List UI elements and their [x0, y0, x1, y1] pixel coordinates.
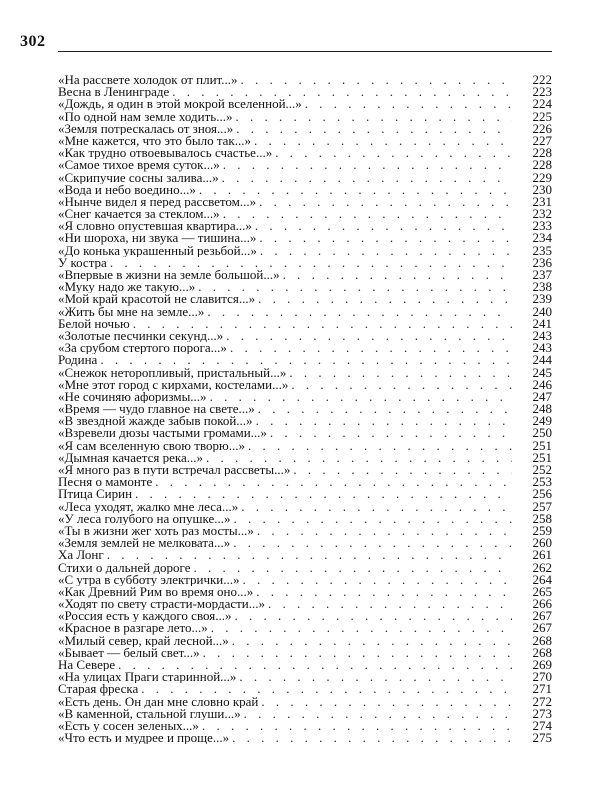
toc-entry [58, 159, 552, 171]
dot-leader [254, 135, 512, 147]
toc-entry-page: 243 [532, 329, 552, 343]
dot-leader [291, 379, 512, 391]
toc-entry [58, 586, 552, 598]
toc-entry-title: «Как трудно отвоевывалось счастье...» [58, 147, 275, 159]
toc-entry [58, 172, 552, 184]
toc-entry [58, 683, 552, 695]
toc-entry-title: «Мне кажется, что это было так...» [58, 135, 254, 147]
toc-entry-page: 245 [532, 366, 552, 379]
toc-entry-title: Песня о мамонте [58, 476, 155, 488]
toc-entry-page: 227 [532, 134, 552, 148]
toc-entry-title: «Ты в жизни жег хоть раз мосты...» [58, 525, 257, 537]
toc-entry-page: 275 [532, 732, 552, 745]
toc-entry-title: «Самое тихое время суток...» [58, 159, 223, 171]
toc-entry-page: 268 [532, 634, 552, 647]
toc-entry [58, 135, 552, 147]
toc-entry-page: 274 [532, 719, 552, 733]
dot-leader [261, 696, 512, 708]
toc-entry [58, 123, 552, 135]
toc-entry-title: «По одной нам земле ходить...» [58, 111, 235, 123]
toc-entry-page: 235 [532, 244, 552, 257]
toc-entry [58, 330, 552, 342]
toc-entry [58, 440, 552, 452]
toc-entry-page: 243 [532, 342, 552, 355]
toc-entry [58, 452, 552, 464]
dot-leader [268, 598, 512, 610]
toc-entry [58, 537, 552, 549]
toc-entry [58, 549, 552, 561]
toc-entry [58, 720, 552, 732]
dot-leader [283, 269, 512, 281]
toc-entry-page: 253 [532, 476, 552, 489]
toc-entry-page: 257 [532, 500, 552, 513]
dot-leader [248, 440, 512, 452]
toc-entry [58, 403, 552, 415]
toc-entry-page: 225 [532, 110, 552, 123]
toc-entry-title: «Ходят по свету страсти-мордасти...» [58, 598, 268, 610]
toc-entry-title: «В каменной, стальной глуши...» [58, 708, 244, 720]
toc-entry-title: «За срубом стертого порога...» [58, 342, 230, 354]
toc-entry-title: «Снег качается за стеклом...» [58, 208, 223, 220]
toc-entry-page: 239 [532, 293, 552, 306]
toc-entry-page: 233 [532, 220, 552, 233]
toc-entry-title: «Жить бы мне на земле...» [58, 306, 207, 318]
toc-entry [58, 610, 552, 622]
toc-entry [58, 562, 552, 574]
toc-entry-title: «На улицах Праги старинной...» [58, 671, 239, 683]
toc-entry-page: 273 [532, 707, 552, 720]
dot-leader [223, 208, 512, 220]
toc-entry [58, 245, 552, 257]
dot-leader [172, 86, 512, 98]
toc-entry-page: 244 [532, 354, 552, 367]
toc-entry-page: 228 [532, 147, 552, 160]
toc-entry-page: 267 [532, 622, 552, 635]
toc-entry-page: 250 [532, 427, 552, 440]
dot-leader [155, 476, 512, 488]
toc-entry [58, 220, 552, 232]
dot-leader [133, 318, 512, 330]
dot-leader [260, 245, 512, 257]
toc-entry-page: 238 [532, 281, 552, 294]
toc-entry-title: «Красное в разгаре лето...» [58, 622, 211, 634]
dot-leader [235, 111, 512, 123]
toc-entry-page: 269 [532, 659, 552, 672]
dot-leader [207, 306, 512, 318]
toc-entry-page: 261 [532, 549, 552, 562]
toc-entry [58, 208, 552, 220]
dot-leader [241, 501, 512, 513]
toc-entry-title: Родина [58, 354, 100, 366]
toc-entry-title: «Есть день. Он дан мне словно край [58, 696, 261, 708]
toc-entry-page: 229 [532, 171, 552, 184]
toc-entry-title: «До конька украшенный резьбой...» [58, 245, 260, 257]
dot-leader [236, 123, 512, 135]
dot-leader [198, 281, 512, 293]
dot-leader [107, 549, 512, 561]
toc-entry-title: «Что есть и мудрее и проще...» [58, 732, 232, 744]
toc-entry [58, 232, 552, 244]
toc-entry [58, 671, 552, 683]
dot-leader [234, 610, 512, 622]
toc-entry-title: Стихи о дальней дороге [58, 562, 194, 574]
dot-leader [206, 452, 512, 464]
toc-entry [58, 732, 552, 744]
toc-entry [58, 708, 552, 720]
dot-leader [241, 74, 513, 86]
toc-entry-page: 265 [532, 585, 552, 599]
toc-entry [58, 574, 552, 586]
dot-leader [259, 232, 512, 244]
toc-entry-page: 230 [532, 183, 552, 196]
toc-entry [58, 354, 552, 366]
toc-entry-page: 247 [532, 390, 552, 404]
dot-leader [230, 342, 512, 354]
dot-leader [135, 488, 512, 500]
toc-entry [58, 513, 552, 525]
toc-entry-page: 223 [532, 86, 552, 99]
toc-entry-title: Белой ночью [58, 318, 133, 330]
toc-entry [58, 415, 552, 427]
toc-entry-title: «Время — чудо главное на свете...» [58, 403, 258, 415]
dot-leader [255, 220, 512, 232]
toc-entry [58, 147, 552, 159]
toc-entry [58, 622, 552, 634]
dot-leader [141, 683, 512, 695]
toc-entry-title: Весна в Ленинграде [58, 86, 172, 98]
toc-entry [58, 488, 552, 500]
toc-entry [58, 196, 552, 208]
toc-entry [58, 647, 552, 659]
toc-entry-title: «Бывает — белый свет...» [58, 647, 203, 659]
toc-entry-title: «Вода и небо воедино...» [58, 184, 199, 196]
toc-entry [58, 476, 552, 488]
toc-entry-title: «У леса голубого на опушке...» [58, 513, 233, 525]
dot-leader [243, 574, 512, 586]
toc-entry-title: «Мой край красотой не славится...» [58, 293, 258, 305]
dot-leader [244, 708, 512, 720]
toc-entry [58, 427, 552, 439]
toc-entry-page: 234 [532, 232, 552, 245]
toc-entry-title: «Я сам вселенную свою творю...» [58, 440, 248, 452]
toc-entry [58, 501, 552, 513]
toc-entry [58, 525, 552, 537]
dot-leader [289, 367, 512, 379]
toc-entry [58, 74, 552, 86]
toc-entry [58, 184, 552, 196]
toc-entry-page: 231 [532, 195, 552, 209]
toc-entry-title: «С утра в субботу электрички...» [58, 574, 243, 586]
dot-leader [194, 562, 513, 574]
dot-leader [118, 659, 512, 671]
toc-entry-page: 267 [532, 610, 552, 623]
toc-entry-title: «Золотые песчинки секунд...» [58, 330, 226, 342]
dot-leader [233, 537, 512, 549]
toc-entry-title: «Как Древний Рим во время оно...» [58, 586, 256, 598]
toc-entry-page: 236 [532, 256, 552, 269]
dot-leader [223, 159, 512, 171]
toc-entry-title: «Дождь, я один в этой мокрой вселенной...» [58, 98, 305, 110]
dot-leader [258, 293, 512, 305]
toc-entry-title: «В звездной жажде забыв покой...» [58, 415, 256, 427]
toc-entry-page: 241 [532, 317, 552, 330]
toc-entry-title: Птица Сирин [58, 488, 135, 500]
toc-entry-page: 272 [532, 695, 552, 708]
toc-entry-page: 232 [532, 208, 552, 221]
toc-entry-title: У костра [58, 257, 110, 269]
toc-entry-page: 258 [532, 512, 552, 525]
dot-leader [110, 257, 512, 269]
toc-entry [58, 306, 552, 318]
toc-entry [58, 659, 552, 671]
dot-leader [226, 330, 512, 342]
toc-entry-page: 264 [532, 573, 552, 586]
toc-entry-title: «Я много раз в пути встречал рассветы...» [58, 464, 293, 476]
dot-leader [257, 525, 512, 537]
toc-entry-page: 259 [532, 524, 552, 538]
toc-entry-title: «Россия есть у каждого своя...» [58, 610, 234, 622]
toc-entry [58, 318, 552, 330]
toc-entry-title: «Земля потрескалась от зноя...» [58, 123, 236, 135]
toc-entry [58, 342, 552, 354]
toc-entry [58, 367, 552, 379]
toc-entry [58, 281, 552, 293]
toc-entry-page: 260 [532, 537, 552, 550]
toc-entry-page: 252 [532, 464, 552, 477]
toc-entry-page: 262 [532, 561, 552, 574]
toc-entry [58, 391, 552, 403]
toc-entry-title: «Скрипучие сосны залива...» [58, 172, 222, 184]
toc-entry [58, 111, 552, 123]
toc-entry-title: «Снежок неторопливый, пристальный...» [58, 367, 289, 379]
toc-entry [58, 696, 552, 708]
toc-entry-page: 251 [532, 439, 552, 452]
toc-entry-title: На Севере [58, 659, 118, 671]
toc-entry [58, 379, 552, 391]
toc-entry [58, 257, 552, 269]
dot-leader [232, 635, 512, 647]
toc-entry [58, 269, 552, 281]
dot-leader [275, 147, 512, 159]
toc-entry-page: 251 [532, 451, 552, 464]
toc-entry-page: 268 [532, 646, 552, 659]
dot-leader [199, 184, 512, 196]
toc-entry-title: «На рассвете холодок от плит...» [58, 74, 241, 86]
toc-entry-title: «Милый север, край лесной...» [58, 635, 232, 647]
toc-entry-title: Ха Лонг [58, 549, 107, 561]
dot-leader [293, 464, 512, 476]
toc-entry [58, 464, 552, 476]
toc-entry-title: «Леса уходят, жалко мне леса...» [58, 501, 241, 513]
header-rule [58, 51, 552, 52]
toc-entry-page: 266 [532, 598, 552, 611]
toc-entry [58, 98, 552, 110]
dot-leader [211, 622, 512, 634]
toc-entry-page: 246 [532, 378, 552, 391]
toc-entry-title: «Мне этот город с кирхами, костелами...» [58, 379, 291, 391]
toc-entry-page: 226 [532, 122, 552, 135]
toc-entry-title: Старая фреска [58, 683, 141, 695]
toc-entry [58, 598, 552, 610]
dot-leader [258, 403, 512, 415]
toc-entry-title: «Есть у сосен зеленых...» [58, 720, 202, 732]
dot-leader [202, 720, 512, 732]
toc-entry-title: «Ни шороха, ни звука — тишина...» [58, 232, 259, 244]
toc-entry [58, 635, 552, 647]
page-number: 302 [20, 33, 46, 50]
toc-entry-page: 228 [532, 159, 552, 172]
toc-entry-page: 271 [532, 683, 552, 696]
toc-entry-page: 222 [532, 74, 552, 87]
dot-leader [232, 732, 512, 744]
dot-leader [305, 98, 512, 110]
toc-entry-page: 237 [532, 269, 552, 282]
dot-leader [233, 513, 512, 525]
toc-entry-page: 249 [532, 415, 552, 428]
dot-leader [222, 172, 512, 184]
toc-entry [58, 293, 552, 305]
dot-leader [100, 354, 512, 366]
toc-entry-page: 256 [532, 488, 552, 501]
toc-entry-title: «Земля землей не мелковата...» [58, 537, 233, 549]
dot-leader [270, 427, 512, 439]
dot-leader [256, 415, 512, 427]
toc-entry-title: «Впервые в жизни на земле большой...» [58, 269, 283, 281]
toc-entry-page: 248 [532, 403, 552, 416]
dot-leader [210, 391, 512, 403]
toc-entry-page: 270 [532, 671, 552, 684]
toc-entry-title: «Дымная качается река...» [58, 452, 206, 464]
toc-entry-page: 224 [532, 98, 552, 111]
toc-entry-title: «Я словно опустевшая квартира...» [58, 220, 255, 232]
toc-entry-title: «Взревели дюзы частыми громами...» [58, 427, 270, 439]
toc-entry-page: 240 [532, 305, 552, 318]
dot-leader [259, 196, 512, 208]
toc-entry-title: «Муку надо же такую...» [58, 281, 198, 293]
table-of-contents [58, 74, 552, 744]
toc-entry [58, 86, 552, 98]
dot-leader [203, 647, 512, 659]
dot-leader [239, 671, 512, 683]
toc-entry-title: «Не сочиняю афоризмы...» [58, 391, 210, 403]
toc-entry-title: «Нынче видел я перед рассветом...» [58, 196, 259, 208]
dot-leader [256, 586, 512, 598]
